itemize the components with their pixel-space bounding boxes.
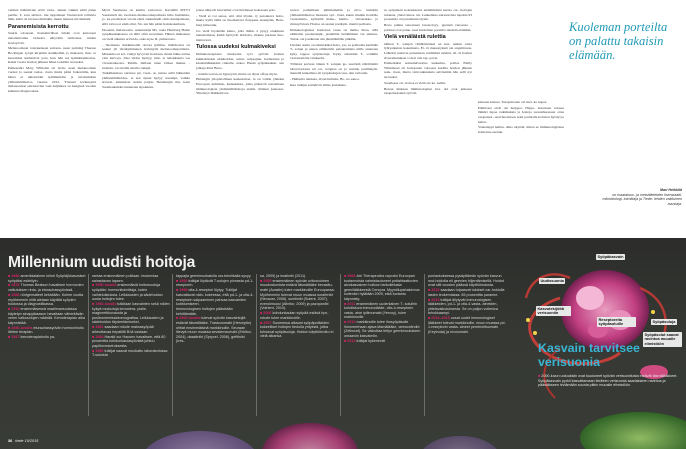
timeline-entry <box>176 307 254 316</box>
timeline-year: 1846 <box>11 274 21 278</box>
timeline-year: 2013 <box>431 297 441 302</box>
timeline-year: 2008 <box>347 274 357 278</box>
timeline-text: Harald zur Hausen havaitsee, että 80 prosenttia kohdunkaulasyövistä johtuu papilloomaviruksesta. <box>92 334 166 348</box>
timeline-year: 2000-luvulla <box>179 316 202 321</box>
purple-cell-shape-2 <box>420 436 500 449</box>
timeline-entry <box>8 326 86 335</box>
timeline-text: tappajia geenimuokatulla car-tekniikalla syvyy. <box>176 274 252 278</box>
subheading: Vielä venäläistä rulettia <box>384 33 446 40</box>
bullet-square-icon: ■ <box>260 320 264 325</box>
timeline-entry <box>344 274 422 301</box>
bullet-square-icon: ■ <box>92 325 96 330</box>
timeline-year: 2014–2015 <box>431 316 451 321</box>
timeline-divider <box>340 274 341 416</box>
timeline-text: saadaan tulpaavat tulokset car-hoidolla lasten leukemiassa: 85 prosenttia paranee. <box>428 288 505 297</box>
author-caption <box>600 188 682 206</box>
paragraph: Bonon mukaan immunologiset hoi- dot ovat jatkossa tasapainoiseksi syövän <box>384 86 472 96</box>
paragraph: - Suomessa markkinoilla olevaa ipilimu- mabihoitoa on saanut yli viisikymmenen levinnyttä melanoomapotilasta. Muutama on sel- vinnyt hyvyvert hoidosta, mutta lääke auttaa vain harvoja. Joka viides hyötyy, mut- ta tehokkuutta sos vivaustaaluosta. Pahim- millaan tulee valkea makea, - tuolloin- tai sitoilla sitoilla riskejä. <box>102 42 190 70</box>
bullet-square-icon: ■ <box>344 320 348 325</box>
timeline-entry <box>428 288 506 297</box>
paragraph: Helsingin yliopistollinen keskusairaa- la on valittu yhdeksi Euroopan tutkimus- keskuksista, jotka pääsevät testaamaan immunologisia yhdistelmähoitoja ensim- mäinen joukossa. Yhteistyö lääkkeitä tes- <box>196 77 284 96</box>
timeline-year: 1896 <box>11 292 21 297</box>
timeline-entry <box>92 302 170 325</box>
timeline-column-5 <box>344 274 422 344</box>
page-number: 36 <box>8 439 13 443</box>
bullet-square-icon: ■ <box>92 302 96 307</box>
timeline-text: ensimmäinen uudenlainen T- solulhin kohdistuva immunolääke, ctla-4-reseptorin vasta- aine ipilimumabi (Yervoy), tulee markkinoille. <box>344 301 418 320</box>
timeline-entry <box>92 335 170 349</box>
timeline-text: Immunologisen hoitojen pääsisään kehittämään. <box>176 307 233 316</box>
article-column-4 <box>290 8 378 89</box>
timeline-text: tutkijat kykenevät <box>356 338 385 343</box>
bullet-square-icon: ■ <box>428 288 432 293</box>
bullet-square-icon: ■ <box>92 334 96 339</box>
paragraph: saavat parhaillaan ipilimumabin ja nivo- lumabin yhdistelmähoitoa monessa syö- vissä, kuten munile hoidolle vastaamatto- kylissäiä maha-, haima- , virtsarakko- ja rintasyövissä. Hoitoa on saanut parikym- mentä potilasta. <box>290 8 378 26</box>
paragraph: joissa näkyvät kasvaimer ovat hävinneet kokonaan pois. <box>196 8 276 12</box>
bullet-square-icon: ■ <box>8 335 12 340</box>
timeline-entry <box>428 274 506 288</box>
timeline-entry <box>8 307 86 325</box>
bullet-square-icon: ■ <box>176 278 180 283</box>
bullet-square-icon: ■ <box>344 274 348 278</box>
paragraph: Kun tutkijat esittelivät viime joulukuus- <box>290 82 347 87</box>
bullet-square-icon: ■ <box>260 311 264 316</box>
paragraph: Suuria odoteaan. Kansainväliset lehdet ovat kertoneet uskomattomia tarinoita eihyvään tarmoissa, niiden hovisyöviä. <box>8 31 96 45</box>
article-column-5 <box>384 8 472 97</box>
timeline-year: 1960-luvulla <box>95 302 118 307</box>
paragraph: - Jonkin verran on hyperystä, mutta on täysä offoja myös. <box>196 71 278 76</box>
bullet-square-icon: ■ <box>8 292 12 297</box>
author-name: Mari Heikkilä <box>660 188 682 192</box>
magazine-issue: tiede 10/2015 <box>15 439 39 443</box>
timeline-entry <box>8 274 86 283</box>
paragraph: Jos vielä löydetään keino, jolla lääkä- ä pysyy etukäteen ennustamaan, ketkä hyötyvät hoidosta, illanne paranee huo- mattavasti. <box>196 28 284 42</box>
green-cell-shape <box>580 412 686 449</box>
timeline-entry <box>428 316 506 334</box>
timeline-year: 1995 <box>179 288 189 293</box>
timeline-entry <box>176 279 254 288</box>
bullet-square-icon: ■ <box>428 316 432 321</box>
paragraph: Dosentti, melanooma- asiantuntija Mi- caela Hernberg Husin syöpäkeskuksessa on tällä ollut saavainen. Hänen mukaansa on vielä aikaista arvioida, onko kyse lä- pimurrosta. <box>102 27 190 41</box>
article-column-6 <box>478 100 564 136</box>
timeline-text: uusat uudet immunologiset lääkkeet tulevat markkinoille, muun muassa pd-1-reseptorin vasta- aineet pembrolitsumabi (Keytruda) ja nivolumabi. <box>428 316 506 334</box>
timeline-entry <box>8 283 86 292</box>
timeline-year: 1989 <box>95 348 105 353</box>
timeline-text: ctla-4-reseptori löytyy. Tutkijat kasvattavat näin- kokeessa, että pd-1- ja ctla-4-reseptorin salpaaminen pahvaa kasvainten kutistumiseen. <box>176 288 254 307</box>
timeline-column-2 <box>92 274 170 358</box>
timeline-divider <box>88 274 89 416</box>
timeline-year: 1992 <box>179 278 189 283</box>
bullet-square-icon: ■ <box>176 288 180 293</box>
timeline-text: ensimmäinen syövän uritusvoimen muodostumista estävä täsmälääke bevasitu- mabi (Avastin) tulee markkinoille Euroopassa. Myöhemmin tulevat muun muassa sorafenibi (Nexavar, 2006), sunitinibi (Sutent, 2007), everolimuusi (Afinitor, 2009) ja pazopanibi (Votrient, 2010). <box>260 278 335 311</box>
timeline-year: 1947 <box>11 335 21 340</box>
timeline-entry <box>344 302 422 320</box>
timeline-entry <box>260 321 338 339</box>
timeline-text: Ark Therapeutics raportoi Euroopan tuotannoista valmistautuneet potiahtaattuvien aivokasvainen hoitoon tarkoitetusta geenilääkkeestä Cerepra. Myyntilupahakemus kuitenkin hylätään 2009, eikä tuotanto käynnisty. <box>344 274 420 301</box>
paragraph: Omien T- solujen räätälöinnissä on kui- tenkin vasta lyhtyaikaista kokemusta. Et- tä menestyksiä ole ongelmaton. Lääkärit joutuvat pelaamaan venäläistä rulettia, sil- lä hoidon sivuvaikutukset voivat olla tap- pavia. <box>384 41 472 60</box>
paragraph: Vaakalappi heiluu. Alka näyttää, miten se immunologisissa hoidoissa asettuu. <box>478 125 564 134</box>
timeline-entry <box>8 293 86 307</box>
timeline-text: ensimmäisessä maailmansodassa käytetyn sinappikaasun havaitaan vähentävän veren valkosolujen määrää. Kemoterapian aika käynnistää. <box>8 307 85 325</box>
timeline-column-4 <box>260 274 338 339</box>
timeline-column-3 <box>176 274 254 344</box>
timeline-year: 2013 <box>431 288 441 293</box>
timeline-divider <box>256 274 257 416</box>
paragraph: Uusinta aseita on esimerkiksi hoito, jos- sa potilaalta kerätään T- soluja ja ennen elimistöön palauttamista niille annetaan kyky tappaa syöpäsoluja. Kyky siirretään T- soluihin vaarattomalla virukselta. <box>290 42 378 61</box>
article-column-3 <box>196 8 284 97</box>
timeline-text: tulevat syövän kasvaintojtä estävät täsmälääke. Trastuzumabi (Herceptin) ohtiat ensimmäisinä markkinoille. Seuraan litevyä muun muassa sevalemzumabi (Erbitux, 2004), dasatinibi (Sprycel, 2006), gefitinibi (Ires- <box>176 316 253 344</box>
timeline-entry <box>92 274 170 283</box>
timeline-text: tutkijat löytävät T-solujen pinnasta pd-1-reseptorin. <box>176 278 254 288</box>
article-column-2 <box>102 8 190 91</box>
timeline-year: 1981 <box>95 325 105 330</box>
timeline-column-1 <box>8 274 86 340</box>
paragraph: Immunoterapiasta mudostuu tyvi syövän hoidon kulmakiveksi sädehoidon, solun- salpaajien, hormonien ja kasainlääkkeiden rinnalle, uskoo Husin syöpäkeskuk- sen johtaja Petri Bono. <box>196 52 284 70</box>
timeline-text: Suomessa alkavat syöpäpotilaiden kokeelliset hoitojen tiedolla yrityksiä, jotka tuhoavat syöpäsoluja. Hoidon käyttöönotto ei vielä aikansa. <box>260 320 334 339</box>
bullet-square-icon: ■ <box>428 297 432 302</box>
bullet-square-icon: ■ <box>8 283 12 288</box>
paragraph: Immunologisissa hoidoissa vasse on melko hitaa, sillä elimistön puolustusjär- jestelmän herääminen vie aikansa. Tulok- sia joudutaan siis jännittämään pitkään. <box>290 27 378 41</box>
timeline-text: tutkitaan kasvainten sekä niiden kykyä mutoutuja kemotera- pialle, magneettikuvausta ja positroniemissiotomografiaa. Leikkausten ja sädehoidon täydentämiseksi. <box>92 302 170 325</box>
paragraph: Pethesetäri Mary Williams oli levin- neen melanooman vuoksi jo saanut taalsa- dosta mutta pääsi Jatkonäille, kun hänet ei tuhoitettiin ipilimumabe ja nivolumabin yhdistelmähoitoa vuonna 2012. Yleensä levinneyttä melanoomaa sairastavien vain neljännes on hengissä vuoden kuluttua diagnoosista. <box>8 65 96 93</box>
bullet-square-icon: ■ <box>8 325 12 330</box>
subheading: Paranemisista kerrottu <box>8 23 69 30</box>
bullet-square-icon: ■ <box>8 274 12 278</box>
timeline-text: rantaa ensimmäinen potilaan. leukemiaa sairastavan lapsen. <box>92 274 159 283</box>
purple-cell-shape <box>140 431 260 449</box>
timeline-entry <box>260 274 338 279</box>
paragraph: Myös Suomessa on kuultu vastaavaa. Keväällä MTV3 Saastasteli 44- vuotiasta melanoomapotilasta Juho Juutilaista, jo- ka puolitoista vuotta ehtoi suunnittelli omia hautajaisiaan, sillä toivoa ei enää ollut. Sit- ten hän pääsi hoitokokeiluun. <box>102 8 190 26</box>
diagram-label-new-vessels: Uudissuonia <box>540 277 564 283</box>
bullet-square-icon: ■ <box>344 301 348 306</box>
timeline-text: kemoterapiahoito pa- <box>20 335 56 340</box>
paragraph: kanssen kanssa. Tasapainoiue ovi mel- ko kapea. <box>478 100 548 104</box>
timeline-text: sa, 2009) ja imatinibi (2011). <box>260 274 307 278</box>
bullet-square-icon: ■ <box>92 348 96 353</box>
timeline-text: eturauhassyövän hormonihoito lähtee terapian. <box>8 325 84 335</box>
timeline-year: 2012 <box>347 320 357 325</box>
timeline-entry <box>344 339 422 344</box>
timeline-text: markkinoille tulee ihosyöpäsolle ihommerhaan ajava täsmälääke, vemurafenibi (Zelboraf). Se vaikuttaa tietyn geenimuutoksen omaaviin kasvaimiin. <box>344 320 421 338</box>
timeline-text: röntgensäteet keksitään. Kolme vuotta myöhemmin niitä aletaan käyttää syöpien hoidossa ja diagnostiikassa. <box>8 292 84 307</box>
paragraph: Bono puhuu suoranaan lasaaroisyy- ppenstä vanoessa – potilaat ovat palan- neet kuoleman porteilta takaisin elämään. <box>384 22 472 32</box>
timeline-text: Thomas Beatson havaitsee hormonien vaikutuksen rinta- ja eturauhassyövissä. <box>8 283 84 293</box>
timeline-column-6 <box>428 274 506 335</box>
timeline-entry <box>260 311 338 320</box>
timeline-year: 2011 <box>347 301 357 306</box>
bullet-square-icon: ■ <box>344 338 348 343</box>
author-role: on maatalous- ja metsätieteiden lisensiaatti, mikrobiologi, toimittaja ja Tiede- lehden vakituinen avustaja. <box>602 192 682 206</box>
timeline-entry <box>176 288 254 306</box>
timeline-divider <box>424 274 425 416</box>
diagram-label-growth-factors: Kasvutekijöitä verisuoniin <box>536 306 571 316</box>
bullet-square-icon: ■ <box>538 374 541 378</box>
timeline-year: 1940-luvulla <box>11 325 34 330</box>
timeline-year: 2013 <box>347 338 357 343</box>
bullet-square-icon: ■ <box>260 278 264 283</box>
timeline-entry <box>176 316 254 343</box>
paragraph: Pääittoset eivät ole helppoa. Hippo- kraatesen valassa lääkäri lupaa ratkimuksia ja hoitoja suostelleessaan ottaa tasapainoi- sesti huomioon sekä potilaalle koituvat hyödyt ja haitat. <box>478 105 564 124</box>
timeline-entry <box>92 349 170 358</box>
timeline-year: 1984 <box>95 334 105 339</box>
timeline-year: 2007 <box>263 320 273 325</box>
pull-quote: Kuoleman porteilta on palattu takaisin elämään. <box>569 20 668 63</box>
bullet-square-icon: ■ <box>176 316 180 321</box>
paragraph: valmen hääntiivien eivät vasta- aineen vaikkti eitää päiee perille. T- solu aktivoi- tuu tappamaan Vastaavasti toimivia lääk- keitä on luvassa muitakin, muun muassa nivolumabi. <box>8 8 96 22</box>
diagram-label-tumour: Syöpäkasvain <box>597 253 624 259</box>
diagram-label-receptors: Reseptoreita syöpäsoluille <box>597 317 636 327</box>
timeline-year: 1878 <box>11 283 21 288</box>
subheading: Tulossa uudeksi kulmakiveksi <box>196 44 276 51</box>
timeline-title: Millennium uudisti hoitoja <box>8 254 196 271</box>
timeline-entry <box>428 298 506 316</box>
paragraph: Esimerkiksi seitsemävuotias leukemia- potilas Emily Whitehead oli hoitojauan vaivassa kuollla hoidon jälkeen reak- tioon, mutta sivuvaikutuksia selvitetään hän sulli nyt terveeksi. <box>384 61 472 80</box>
article-column-1 <box>8 8 96 95</box>
timeline-year: 1919 <box>11 307 21 311</box>
timeline-entry <box>92 325 170 334</box>
pink-cell-shape <box>262 423 358 449</box>
timeline-entry <box>92 283 170 301</box>
diagram-label-blood-vessel: Syöpäsolut saavat ravintoa muualle elimistöön <box>643 332 682 347</box>
page-footer <box>8 439 38 443</box>
paragraph: - Vielä ei voi sanoa, että ollsi löydet- ty parannava hoito, mutta kyllä tämä on huomattava harppaus eteenpäin, Hern- berg kiinostuu. <box>196 13 284 27</box>
timeline-text: tutkijat saavat muokattu laboratoriossa T-soluista <box>92 348 168 358</box>
timeline-entry <box>176 274 254 279</box>
bullet-square-icon: ■ <box>8 307 12 311</box>
paragraph: sa syöpälaan kokouksessa ensimmäistä kertaa car- hoitojen tuloksia, yleisö innos- tui. Leukemiaa sairastavista lapsista 93 prosenttia oli parantunut täysin. <box>384 8 472 22</box>
diagram-body-text: 2000-luvun uutuuksiin ovat kuuluneet syövän verisuonitusta estävät täsmälääkkeet. Syöpäkasvain pyrkii kasvattamaan tiedteen verisuonia saadakseen ravintoa ja päästäkseen leviämään suonia pitkin muualle elimistöön. <box>538 374 678 388</box>
timeline-text: amerikkalainen kiristi Syöpiä(kkasvaiset syöpäksi esitellyin. <box>8 274 86 283</box>
timeline-year: 1950-luvulla <box>95 283 118 288</box>
timeline-text: ensimmäisiä hoitomuotoja syöpään: hormonitoimittaja, kuten vaihteluistuksia. Leikkausten ja sädehoidon uusia hoitojen tulee. <box>92 283 163 302</box>
timeline-entry <box>260 279 338 311</box>
diagram-body <box>538 374 680 388</box>
timeline-entry <box>8 335 86 340</box>
timeline-entry <box>344 320 422 338</box>
timeline-year: 2006 <box>263 311 273 316</box>
timeline-text: tutkijat äilytyvät immunologisen lääkkeiden, pd-1- ja ctla-4-vasta- aineiden, yhteisvaikutuksesta. Se on paljon voileniza tehokkaampi. <box>428 297 498 316</box>
paragraph: Melanoomaan toistaneiseen sairasta- neen painting Therese Bocklagen syöpä kirjattiin keuhkoihin ja maksaan, mut- ta kasvaimet kutistuivat pois, kun hän sai ipimilebenhoitoa. Kaksi vuotta hoidon jälkeen hänet todettiin terveeksi. <box>8 46 96 65</box>
paragraph: Suomessa car- hoitoa ei vielä ole ko- keiltu. <box>384 80 447 85</box>
timeline-divider <box>172 274 173 416</box>
paragraph: Tällaista porlaan ömien T- solujen ge- neettistä räätälöintiä laboratoriossa eli car- terapiaa on jo testattu parillakym- menellä leukemiaa eli syöpäsolujen vuu- den verisolin. <box>290 62 378 76</box>
bullet-square-icon: ■ <box>92 283 96 288</box>
paragraph: Tutkimuksissa olevissa pd- vasta- ai- neissa sellä läkkeiden yhdistelmäholdos- ta sen sijaan hyöyy useampi, valkka sivuvai- kutuksista otokin paljon. Hernbergin mu- kaan Suomenkahdes tunnetaan sijaauksia, <box>102 71 190 90</box>
timeline-text: saadaan rokote maksasyöpää aiheuttavaa hepatiitti B:tä vastaan. <box>92 325 154 334</box>
timeline-text: ponlaskoksessa pysäyttämän syövän kasvun mut-hoidolla eli geenien hiljentämisellä. Hoidot ovat silti vuosien päässä käyttöönotosta. <box>428 274 504 288</box>
timeline-text: kohdunkaulan syöpää estävä hpv- rokote tulee markkinoille. <box>260 311 329 320</box>
diagram-label-cancer-cells: Syöpäsoluja <box>652 318 676 324</box>
diagram-title: Kasvain tarvitsee verisuonia <box>538 341 640 369</box>
timeline-year: 2005 <box>263 278 273 283</box>
paragraph: - Hulluriia tuloksia, aivan hulluita, Bo- no sanoo. <box>290 77 360 82</box>
